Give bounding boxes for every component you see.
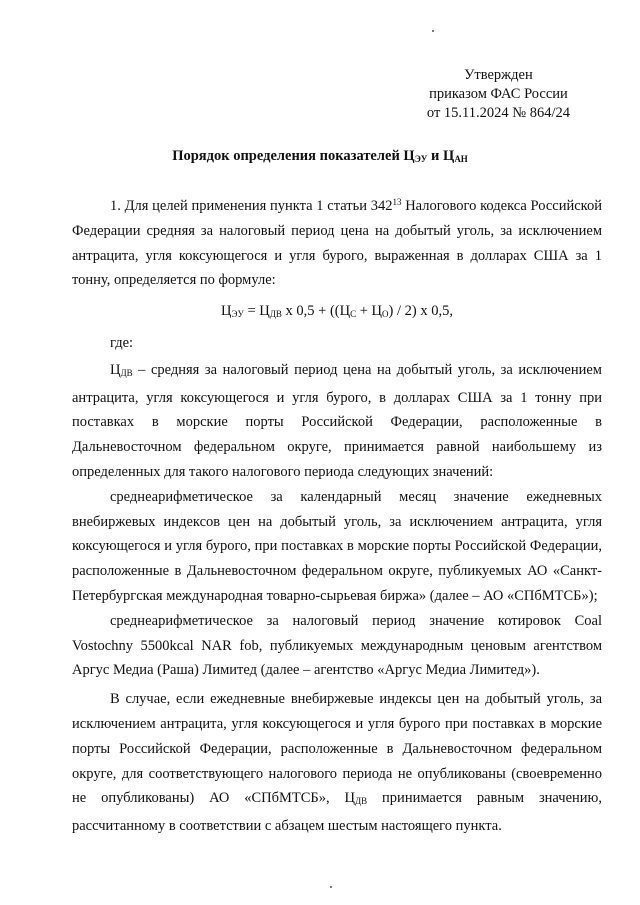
p1-superscript: 13 — [392, 197, 402, 207]
formula-sub-d: О — [382, 309, 389, 320]
formula — [72, 299, 602, 327]
approval-line-2: приказом ФАС России — [429, 86, 568, 102]
approval-block — [427, 66, 570, 123]
paragraph-2 — [72, 358, 602, 485]
paragraph-4: среднеарифметическое за налоговый период значение котировок Coal Vostochny 5500kcal NAR fob, публикуемых международным ценовым агентством Аргус Медиа (Раша) Лимитед (далее – агентство «Аргус Медиа Лимитед»). — [72, 612, 602, 679]
paragraph-1 — [72, 190, 602, 293]
title-prefix: Порядок определения показателей Ц — [172, 148, 415, 164]
approval-line-1: Утвержден — [464, 67, 533, 83]
scan-speck — [432, 30, 434, 32]
formula-part-c: x 0,5 + ((Ц — [281, 303, 351, 320]
formula-part-d: + Ц — [356, 303, 383, 320]
title-sub-2: АН — [454, 154, 468, 164]
paragraph-3: среднеарифметическое за календарный месяц значение ежедневных внебиржевых индексов цен на добытый уголь, за исключением антрацита, угля коксующегося и угля бурого, при поставках в морские порты Российской Федерации, расположенные в Дальневосточном федеральном округе, публикуемых АО «Санкт-Петербургская международная товарно-сырьевая биржа» (далее – АО «СПбМТСБ»); — [72, 488, 602, 604]
p2-rest: – средняя за налоговый период цена на добытый уголь, за исключением антрацита, угля коксующегося и угля бурого, в долларах США за 1 тонну при поставках в морские порты Российской Федерации, расположенные в Дальневосточном федеральном округе, принимается равной наибольшему из определенных для такого налогового периода следующих значений: — [72, 361, 602, 480]
approval-line-3: от 15.11.2024 № 864/24 — [426, 105, 570, 121]
formula-part-a: Ц — [221, 303, 232, 320]
scan-speck — [330, 886, 332, 888]
where-label: где: — [110, 334, 134, 351]
paragraph-5 — [72, 687, 602, 839]
formula-part-b: = Ц — [243, 303, 270, 320]
formula-sub-c: С — [350, 309, 357, 320]
p2-symbol: Ц — [110, 361, 121, 378]
title-sub-1: ЭУ — [414, 154, 428, 164]
document-body — [72, 190, 602, 839]
formula-part-e: ) / 2) x 0,5, — [388, 303, 453, 320]
p5-rest: принимается равным значению, рассчитанному в соответствии с абзацем шестым настоящего пункта. — [72, 790, 602, 835]
p5-sub: ДВ — [354, 796, 368, 807]
document-title — [0, 148, 640, 165]
p1-rest: Налогового кодекса Российской Федерации средняя за налоговый период цена на добытый уголь, за исключением антрацита, угля коксующегося и угля бурого, выраженная в долларах США за 1 тонну, определяется по формуле: — [72, 198, 602, 289]
title-mid: и Ц — [427, 148, 455, 164]
p5-start: В случае, если ежедневные внебиржевые индексы цен на добытый уголь, за исключением антрацита, угля коксующегося и угля бурого при поставках в морские порты Российской Федерации, расположенные в Дальневосточном федеральном округе, для соответствующего налогового периода не опубликованы (своевременно не опубликованы) АО «СПбМТСБ», Ц — [72, 691, 602, 807]
p1-start: 1. Для целей применения пункта 1 статьи 342 — [110, 198, 393, 214]
formula-sub-b: ДВ — [269, 309, 282, 320]
formula-sub-a: ЭУ — [231, 309, 244, 320]
p2-symbol-sub: ДВ — [120, 367, 133, 378]
